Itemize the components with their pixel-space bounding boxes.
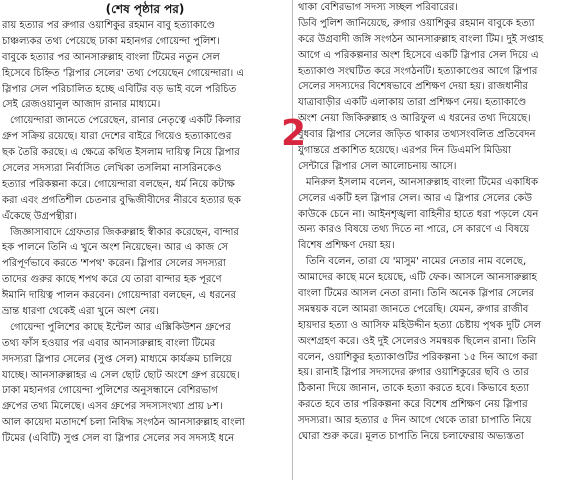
text-line: টিমের (এবিটি) সুপ্ত সেল বা স্লিপার সেলের সব সদস্যই ধনে: [2, 433, 235, 445]
text-line: সেলের সদস্যরা নির্বাসিত লেখিকা তসলিমা নাসরিনকেও: [2, 163, 222, 175]
left-column-text: [2, 18, 288, 447]
text-line: করা এবং প্রগতিশীল চেতনার বুদ্ধিজীবীদের নীরবে হত্যার ছক: [2, 194, 241, 206]
text-line: গ্রুপ সক্রিয় রয়েছে। যারা দেশের বাইরে গিয়েও হত্যাকাণ্ডের: [2, 131, 232, 143]
text-line: সেলের সদস্যদের বিশেষভাবে প্রশিক্ষণ দেয়া হয়। রাজধানীর: [298, 81, 529, 93]
text-line: বিশেষ প্রশিক্ষণ দেয়া হয়।: [298, 240, 395, 252]
text-line: সদস্যরা স্লিপার সেলের (সুপ্ত সেল) মাধ্যমে কার্যক্রম চালিয়ে: [2, 353, 232, 365]
column-divider: [292, 0, 293, 480]
left-column: [0, 0, 290, 480]
text-line: হত্যার পরিকল্পনা করে। গোয়েন্দারা বলছেন, ধর্ম নিয়ে কটাক্ষ: [2, 178, 235, 190]
text-line: ঢাকা মহানগর গোয়েন্দা পুলিশের অনুসন্ধানে বেশিরভাগ: [2, 385, 218, 397]
text-line: সেন্টারে স্লিপার সেল আলোচনায় আসে।: [298, 160, 457, 172]
text-line: অন্য কারও বিষয়ে তথ্য দিতে না পারে, সে কারণে এ বিষয়ে: [298, 224, 530, 236]
text-line: তিনি বলেন, তারা যে 'মাসুম' নামের নেতার নাম বলেছে,: [306, 256, 527, 268]
text-line: সেলের একটি হল স্লিপার সেল। আর এ স্লিপার সেলের কেউ: [298, 192, 533, 204]
text-line: হায়দার হত্যা ও আসিফ মহিউদ্দীন হত্যা চেষ্টায় পৃথক দুটি সেল: [298, 319, 542, 331]
text-line: আমাদের কাছে মনে হয়েছে, এটি ফেক। আসলে আনসারুল্লাহ: [298, 272, 537, 284]
text-line: হয়। রানাই স্লিপার সদস্যদের রুগার ওয়াশিকুরের ছবি ও তার: [298, 367, 529, 379]
text-line: রায় হত্যার পর রুগার ওয়াশিকুর রহমান বাবু হত্যাকাণ্ডে: [2, 20, 216, 31]
text-line: হক পালনে তিনি এ খুনে অংশ নিয়েছেন। আর এ কাজ সে: [2, 242, 229, 254]
text-line: আল কায়েদা মতাদর্শে চলা নিষিদ্ধ সংগঠন আনসারুল্লাহ বাংলা: [2, 417, 245, 429]
text-line: ছক তৈরি করছে। এ ক্ষেত্রে কথিত ইসলাম দায়িত্ব নিয়ে স্লিপার: [2, 147, 240, 159]
text-line: বলেন, ওয়াশিকুর হত্যাকাণ্ডটির পরিকল্পনা ১৫ দিন আগে করা: [298, 351, 538, 363]
text-line: ঠিকানা দিয়ে জানান, তাকে হত্যা করতে হবে। কিভাবে হত্যা: [298, 383, 530, 395]
text-line: যাত্রাবাড়ীর একটি এলাকায় তারা প্রশিক্ষণ নেয়। হত্যাকাণ্ডে: [298, 97, 527, 109]
text-line: এঁকেছে উগ্রপন্থীরা।: [2, 210, 77, 222]
text-line: আগে এ পরিকল্পনার অংশ হিসেবে একটি স্লিপার সেল দিয়ে এ: [298, 49, 539, 61]
text-line: ঘোরা শুরু করে। মূলত চাপাতি নিয়ে চলাফেরায় অভ্যস্ততা: [298, 431, 524, 443]
text-line: বুধবার স্লিপার সেলের জড়িত থাকার তথ্যসংবলিত প্রতিবেদন: [298, 129, 536, 141]
right-column: [296, 0, 586, 480]
text-line: যাচ্ছে। আনসারুল্লাহর এ সেল ছোট ছোট অংশে গ্রুপ রয়েছে।: [2, 369, 240, 381]
text-line: থাকা বেশিরভাগ সদস্য সচ্ছল পরিবারের।: [298, 2, 458, 13]
text-line: অংশগ্রহণ করে। ওই দুই সেলেরও সমন্বয়ক ছিলেন রানা। তিনি: [298, 335, 536, 347]
text-line: গোয়েন্দারা জানতে পেরেছেন, রানার নেতৃত্বে একটি কিলার: [10, 115, 241, 127]
text-line: গোয়েন্দা পুলিশের কাছে ইন্টেল আর এক্সিকিউশন গ্রুপের: [10, 321, 231, 333]
text-line: জিজ্ঞাসাবাদে গ্রেফতার জিকরুল্লাহ স্বীকার করেছেন, বান্দার: [10, 226, 239, 238]
text-line: পরিপূর্ণভাবে করতে 'শপথ' করেন। স্লিপার সেলের সদস্যরা: [2, 258, 226, 270]
text-line: হিসেবে চিহ্নিত 'স্লিপার সেলের' তথ্য পেয়েছেন গোয়েন্দারা। এ: [2, 67, 245, 79]
text-line: ভ্রান্ত ধারণা থেকেই এরা খুনে অংশ নেয়।: [2, 306, 159, 318]
text-line: বাবুকে হত্যার পর আনসারুল্লাহ বাংলা টিমের নতুন সেল: [2, 51, 220, 63]
text-line: করে উগ্রবাদী জঙ্গি সংগঠন আনসারুল্লাহ বাংলা টিম। দুই সপ্তাহ: [298, 33, 544, 45]
text-line: হত্যাকাণ্ড সংঘটিত করে সংগঠনটি। হত্যাকাণ্ডের আগে স্লিপার: [298, 65, 538, 77]
text-line: কাউকে চেনে না। আইনশৃঙ্খলা বাহিনীর হাতে ধরা পড়লে যেন: [298, 208, 539, 220]
text-line: তাদের গুরুর কাছে শপথ করে যে তারা বান্দার হক পূরণে: [2, 274, 222, 286]
text-line: যুগান্তরে প্রকাশিত হয়েছে। এরপর দিন ডিএমপি মিডিয়া: [298, 145, 512, 157]
continued-heading: (শেষ পৃষ্ঠার পর): [105, 2, 185, 16]
text-line: তথ্য ফাঁস হওয়ার পর এবার আনসারুল্লাহ বাংলা টিমের: [2, 337, 216, 349]
text-line: ঈমানি দায়িত্ব পালন করবেন। গোয়েন্দারা বলছেন, এ ধরনের: [2, 290, 236, 302]
text-line: ডিবি পুলিশ জানিয়েছে, রুগার ওয়াশিকুর রহমান বাবুকে হত্যা: [298, 17, 535, 29]
text-line: চাঞ্চল্যকর তথ্য পেয়েছে ঢাকা মহানগর গোয়েন্দা পুলিশ।: [2, 35, 220, 47]
text-line: গ্রুপের তথ্য মিলেছে। এসব গ্রুপের সদস্যসংখ্যা প্রায় ৮শ।: [2, 401, 223, 413]
text-line: বাংলা টিমের আসল নেতা রানা। তিনি অনেক স্লিপার সেলের: [298, 288, 535, 300]
text-line: মনিরুল ইসলাম বলেন, আনসারুল্লাহ বাংলা টিমের একাধিক: [306, 176, 539, 188]
text-line: সেই রেজওয়ানুল আজাদ রানার মাধ্যমে।: [2, 99, 161, 111]
right-column-text: [298, 0, 584, 445]
text-line: সমন্বয়ক বলে আমরা জানতে পেরেছি। যেমন, রুগার রাজীব: [298, 303, 529, 315]
text-line: স্লিপার সেল পরিচালিত হচ্ছে এবিটির বড় ভাই বলে পরিচিত: [2, 83, 237, 95]
page-number-badge: 2: [281, 113, 307, 154]
text-line: অংশ নেয়া জিকিরুল্লাহ ও আরিফুল এ ধরনের তথ্য দিয়েছে।: [298, 113, 531, 125]
text-line: সদস্যরা। আর হত্যার ৫ দিন আগে থেকে তারা চাপাতি নিয়ে: [298, 415, 532, 427]
text-line: করতে হবে তার পরিকল্পনা করে বিশেষ প্রশিক্ষণ নেয় স্লিপার: [298, 399, 528, 411]
